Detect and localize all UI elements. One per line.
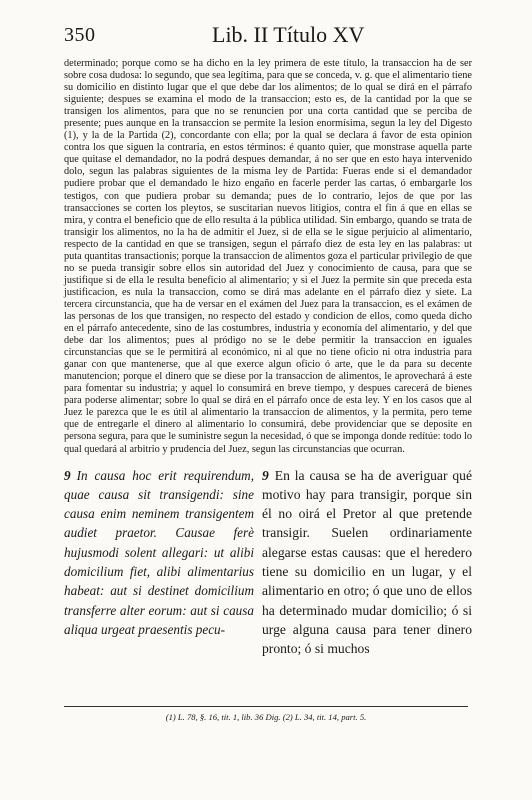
spanish-column — [262, 466, 472, 659]
footnote: (1) L. 78, §. 16, tit. 1, lib. 36 Dig. (2) L. 34, tit. 14, part. 5. — [165, 712, 367, 722]
spanish-section-text: En la causa se ha de averiguar qué motivo hay para transigir, porque sin él no oirá el Pretor al que pretende transigir. Suelen ordinariamente alegarse estas causas: que el heredero tiene su domicilio en un lugar, y el alimentario en otro; ó que uno de ellos ha determinado mudar domicilio; ó si urge alguna causa para tener dinero pronto; ó si muchos — [262, 467, 472, 657]
latin-section-text: In causa hoc erit requirendum, quae causa sit transigendi: sine causa enim neminem transigentem audiet praetor. Causae ferè hujusmodi solent allegari: ut alibi domicilium fiet, alibi alimentarius habeat: aut si destinet domicilium transferre alter eorum: aut si causa aliqua urgeat praesentis pecu- — [64, 467, 254, 637]
footnote-divider — [64, 706, 468, 707]
running-title: Lib. II Título XV — [212, 22, 365, 47]
parallel-columns — [64, 466, 472, 659]
page-number: 350 — [64, 24, 96, 46]
latin-column — [64, 466, 254, 659]
latin-section-number: 9 — [64, 467, 71, 483]
page-header — [64, 22, 472, 52]
spanish-section-number: 9 — [262, 467, 269, 483]
book-page — [64, 22, 472, 659]
main-paragraph — [64, 58, 472, 456]
paragraph-text: determinado; porque como se ha dicho en la ley primera de este título, la transaccion ha de ser sobre cosa dudosa: lo segundo, que sea legítima, para que se conceda, v. g. que el alimentario tiene su domicilio en distinto lugar que el que debe dar los alimentos; de lo qual se dirá en el párrafo siguiente; despues se examina el modo de la transaccion; esto es, de la cantidad por la que se transigen los alimentos, para que no se renuncien por una corta cantidad que se perciba de presente; pues aunque en la transaccion se permite la lesion enormísima, segun la ley del Digesto (1), y la de la Partida (2), concordante con ella; por la qual se declara á favor de esta opinion contra los que siguen la contraria, en estos términos: é quanto quier, que monstrase aquella parte que quitase el demandador, no la podrá despues demandar, á no ser que en esto haya intervenido dolo, segun las palabras siguientes de la misma ley de Partida: Fueras ende si el demandador pudiere probar que el demandado le hizo engaño en facerle perder las cartas, ó embargarle los testigos, con que pudiera probar su demanda; pues de lo contrario, lejos de que por las transacciones se corten los pleytos, se suscitarian nuevos litigios, contra el fin á que en ellas se mira, y contra el beneficio que de ello resulta á la pública utilidad. Sin embargo, quando se trata de transigir los alimentos, no la ha de admitir el Juez, si de ella se le sigue perjuicio al alimentario, respecto de la cantidad en que se transigen, segun el párrafo diez de esta ley en las palabras: ut puta quantitas transactionis; porque la transaccion de alimentos goza el particular privilegio de que no se pueda transigir sobre ellos sin autoridad del Juez y conocimiento de causa, para que se justifique si de ella le resulta beneficio al alimentario; y si el Juez la permite sin que preceda esta justificacion, es nula la transaccion, como se dirá mas adelante en el párrafo diez y siete. La tercera circunstancia, que ha de versar en el exámen del Juez para la transaccion, es el exámen de las personas de los que transigen, no respecto del estado y condicion de ellos, como queda dicho en el párrafo antecedente, sino de las costumbres, industria y economía del alimentario, y del que debe dar los alimentos; pues al pródigo no se le debe permitir la transaccion en iguales circunstancias que se le permitirá al económico, ni al que no tiene oficio ni otra industria para ganar con que mantenerse, que al que exerce algun oficio ó arte, que le da para su decente manutencion; porque el dinero que se diese por la transaccion de alimentos, le aprovechará á este para fomentar su industria; y aquel lo consumirá en breve tiempo, y despues carecerá de bienes para poderse alimentar; sobre lo qual se dirá en el párrafo once de esta ley. Y en los casos que al Juez le parezca que le es útil al alimentario la transaccion de alimentos, y la permita, pero teme que de entregarle el dinero al alimentario lo consumirá, debe providenciar que se deposite en persona segura, para que le suministre segun la necesidad, ó que se imponga donde redítúe: todo lo qual quedará al arbitrio y prudencia del Juez, segun las circunstancias que ocurran. — [64, 58, 472, 455]
